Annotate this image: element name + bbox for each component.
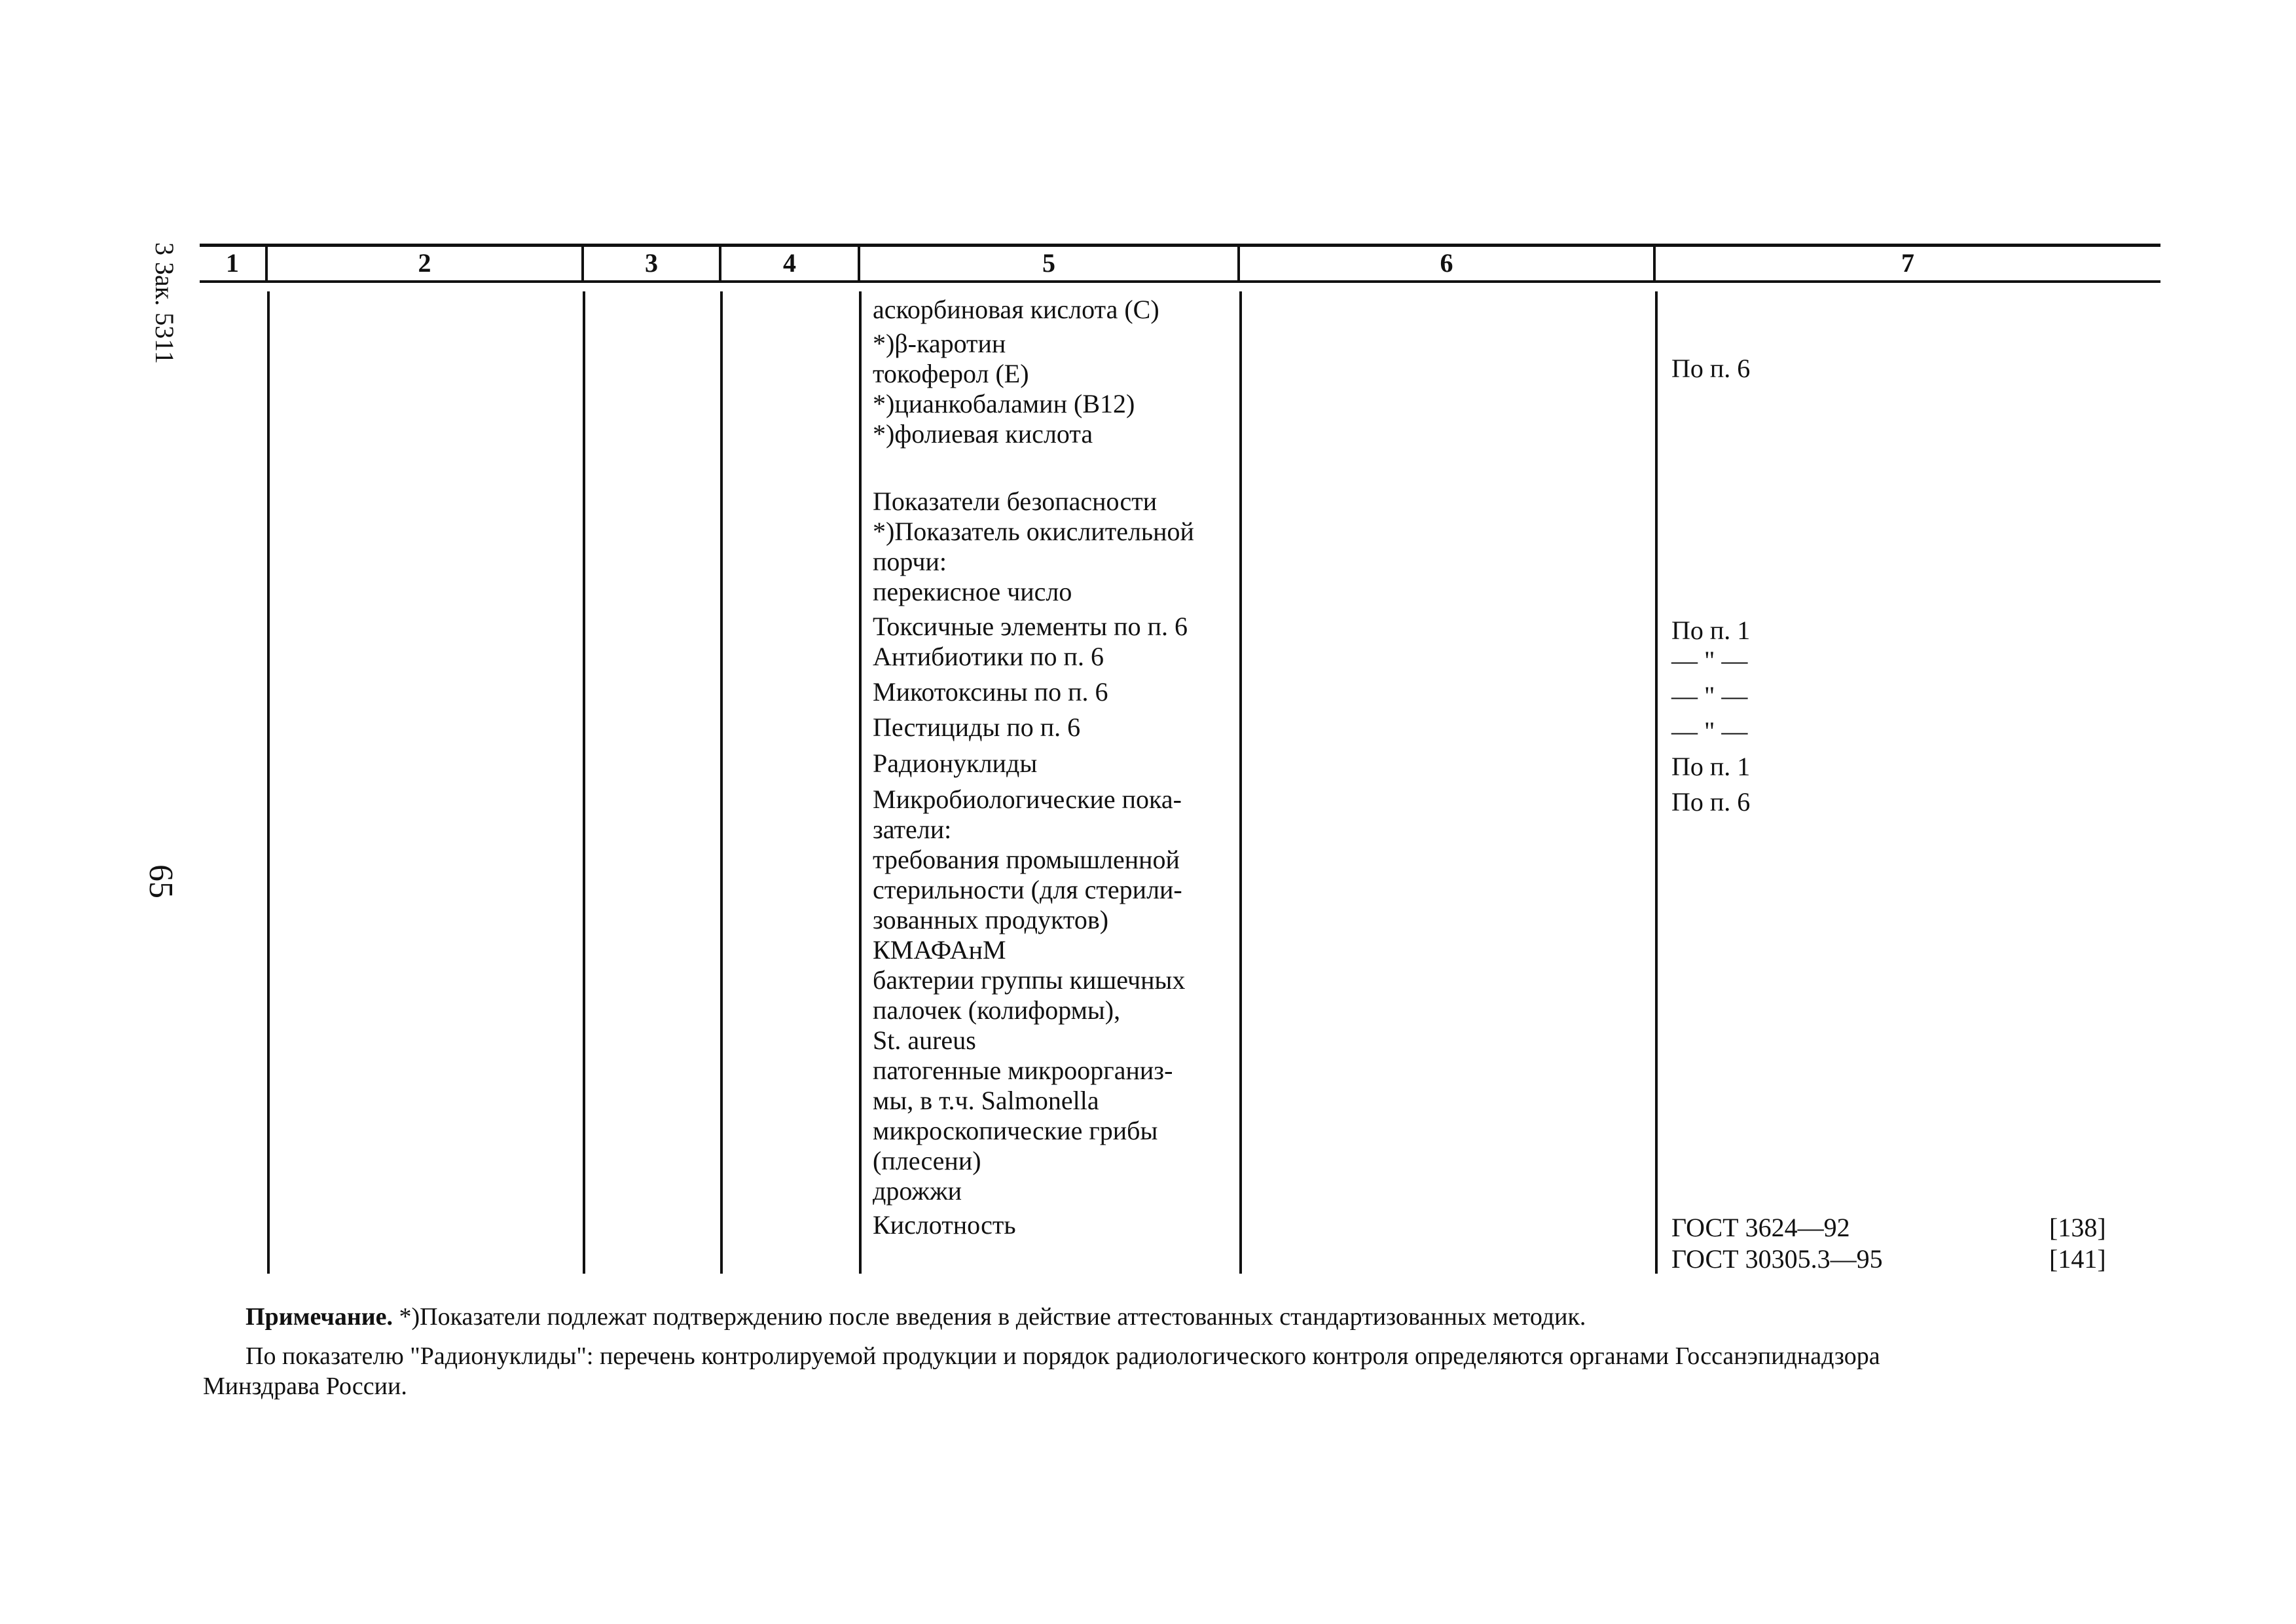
cell-line: *)Показатель окислительной <box>873 517 1194 546</box>
cell-line: *)цианкобаламин (B12) <box>873 389 1135 418</box>
cell-line: Пестициды по п. 6 <box>873 712 1081 742</box>
column-divider <box>1655 291 1658 1274</box>
reference-number: [138] <box>2049 1213 2106 1242</box>
cell-line: порчи: <box>873 547 947 576</box>
table-top-rule <box>200 244 2160 247</box>
cell-line: — " — <box>1671 646 1748 675</box>
note-1 <box>246 1302 1586 1332</box>
cell-line: По п. 6 <box>1671 787 1751 817</box>
table-header-rule <box>200 280 2160 283</box>
column-number: 1 <box>226 248 239 278</box>
cell-line: патогенные микроорганиз- <box>873 1056 1173 1085</box>
note-2-line-2: Минздрава России. <box>203 1373 407 1400</box>
cell-line: Радионуклиды <box>873 748 1038 778</box>
cell-line: мы, в т.ч. Salmonella <box>873 1086 1099 1115</box>
column-number: 4 <box>783 248 796 278</box>
column-number: 5 <box>1042 248 1055 278</box>
note-1-text: *)Показатели подлежат подтверждению после введения в действие аттестованных стандартизованных методик. <box>399 1303 1586 1331</box>
cell-line: стерильности (для стерили- <box>873 875 1182 904</box>
note-label: Примечание. <box>246 1303 393 1331</box>
cell-line: *)фолиевая кислота <box>873 419 1093 449</box>
order-number: 3 Зак. 5311 <box>150 242 179 364</box>
cell-line: Кислотность <box>873 1210 1016 1240</box>
cell-line: *)β-каротин <box>873 329 1006 358</box>
cell-line: требования промышленной <box>873 845 1180 874</box>
cell-line: ГОСТ 30305.3—95 <box>1671 1244 1883 1274</box>
column-number: 7 <box>1901 248 1914 278</box>
cell-line: КМАФАнМ <box>873 935 1006 965</box>
cell-line: Микотоксины по п. 6 <box>873 677 1108 707</box>
column-number: 3 <box>645 248 658 278</box>
cell-line: дрожжи <box>873 1176 962 1206</box>
cell-line: Антибиотики по п. 6 <box>873 642 1104 671</box>
cell-line: — " — <box>1671 716 1748 746</box>
cell-line: ГОСТ 3624—92 <box>1671 1213 1850 1242</box>
cell-line: По п. 1 <box>1671 752 1751 781</box>
page-number: 65 <box>142 864 179 898</box>
cell-line: По п. 1 <box>1671 616 1751 645</box>
column-number: 6 <box>1440 248 1453 278</box>
cell-line: бактерии группы кишечных <box>873 965 1186 995</box>
column-number: 2 <box>418 248 431 278</box>
column-divider <box>267 291 270 1274</box>
cell-line: (плесени) <box>873 1146 981 1175</box>
column-divider <box>1239 291 1242 1274</box>
cell-line: Токсичные элементы по п. 6 <box>873 612 1188 641</box>
column-divider <box>720 291 723 1274</box>
cell-line: По п. 6 <box>1671 354 1751 383</box>
reference-number: [141] <box>2049 1244 2106 1274</box>
cell-line: аскорбиновая кислота (С) <box>873 295 1159 324</box>
note-2-line-1: По показателю "Радионуклиды": перечень контролируемой продукции и порядок радиологического контроля определяются органами Госсанэпиднадзора <box>246 1342 1880 1370</box>
cell-line: токоферол (Е) <box>873 359 1029 388</box>
cell-line: палочек (колиформы), <box>873 995 1121 1025</box>
cell-line: St. aureus <box>873 1025 976 1055</box>
cell-line: Микробиологические пока- <box>873 784 1182 814</box>
cell-line: — " — <box>1671 681 1748 710</box>
cell-line: зованных продуктов) <box>873 905 1109 934</box>
cell-line: Показатели безопасности <box>873 487 1157 516</box>
column-divider <box>583 291 585 1274</box>
cell-line: микроскопические грибы <box>873 1116 1158 1145</box>
cell-line: затели: <box>873 815 952 844</box>
cell-line: перекисное число <box>873 577 1072 606</box>
column-divider <box>859 291 862 1274</box>
